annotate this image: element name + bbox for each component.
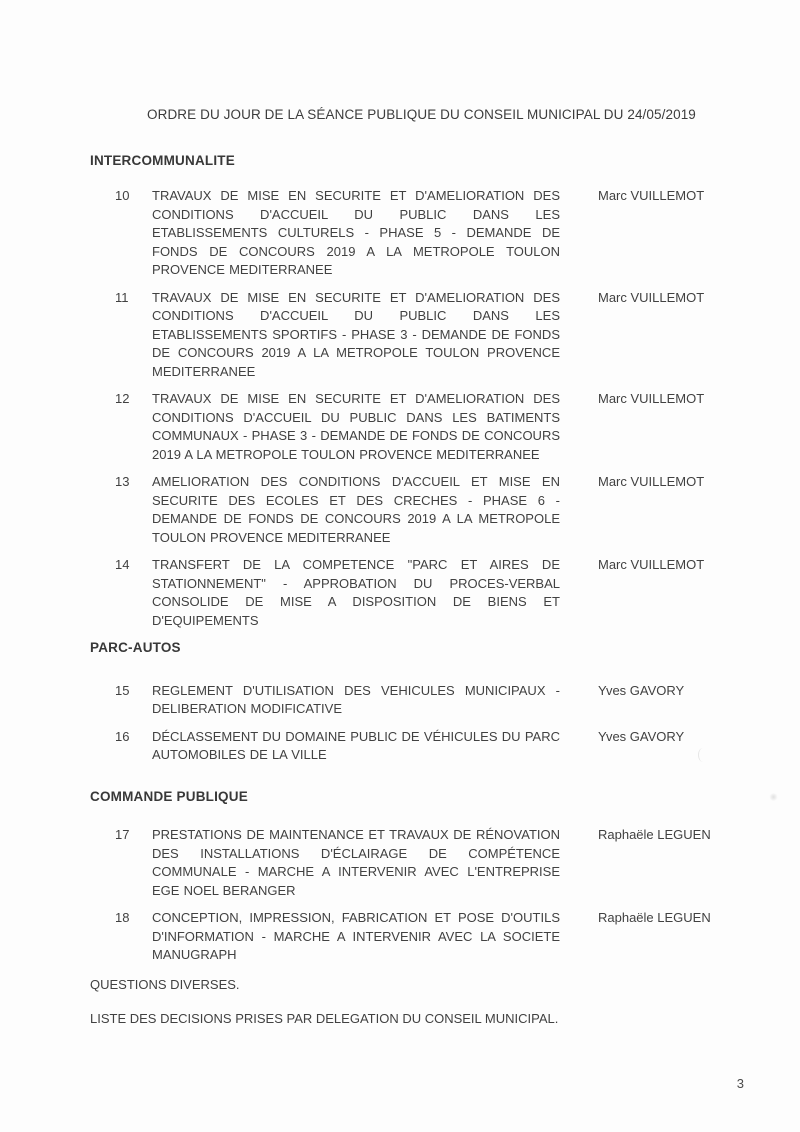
- agenda-item-rapporteur: Marc VUILLEMOT: [598, 391, 705, 406]
- agenda-item-rapporteur: Marc VUILLEMOT: [598, 188, 705, 203]
- agenda-item-title: TRANSFERT DE LA COMPETENCE "PARC ET AIRES DE STATIONNEMENT" - APPROBATION DU PROCES-VERBAL CONSOLIDE DE MISE A DISPOSITION DE BIENS ET D'EQUIPEMENTS: [152, 557, 560, 628]
- footer-liste-decisions: LISTE DES DECISIONS PRISES PAR DELEGATION DU CONSEIL MUNICIPAL.: [90, 1011, 559, 1026]
- agenda-item-number: 11: [115, 289, 129, 305]
- agenda-item-title: CONCEPTION, IMPRESSION, FABRICATION ET POSE D'OUTILS D'INFORMATION - MARCHE A INTERVENIR AVEC LA SOCIETE MANUGRAPH: [152, 910, 560, 962]
- agenda-item-10: [90, 187, 746, 280]
- section-heading: COMMANDE PUBLIQUE: [90, 788, 248, 804]
- agenda-item-18: [90, 909, 746, 965]
- agenda-item-number: 15: [115, 682, 130, 698]
- agenda-item-number: 16: [115, 728, 130, 744]
- section-parc-autos: [90, 639, 746, 765]
- agenda-item-rapporteur: Yves GAVORY: [598, 728, 685, 744]
- agenda-item-title: TRAVAUX DE MISE EN SECURITE ET D'AMELIORATION DES CONDITIONS D'ACCUEIL DU PUBLIC DANS LES ETABLISSEMENTS SPORTIFS - PHASE 3 - DEMANDE DE FONDS DE CONCOURS 2019 A LA METROPOLE TOULON PROVENCE MEDITERRANEE: [152, 289, 560, 379]
- agenda-item-number: 17: [115, 827, 130, 842]
- footer-questions-diverses: QUESTIONS DIVERSES.: [90, 976, 240, 992]
- agenda-item-rapporteur: Marc VUILLEMOT: [598, 474, 705, 489]
- agenda-item-15: [90, 682, 746, 719]
- agenda-item-number: 13: [115, 474, 130, 489]
- agenda-item-rapporteur: Marc VUILLEMOT: [598, 557, 705, 572]
- agenda-item-title: PRESTATIONS DE MAINTENANCE ET TRAVAUX DE RÉNOVATION DES INSTALLATIONS D'ÉCLAIRAGE DE COMPÉTENCE COMMUNALE - MARCHE A INTERVENIR AVEC L'ENTREPRISE EGE NOEL BERANGER: [152, 827, 560, 898]
- agenda-item-13: [90, 473, 746, 547]
- page-title: ORDRE DU JOUR DE LA SÉANCE PUBLIQUE DU CONSEIL MUNICIPAL DU 24/05/2019: [147, 107, 696, 122]
- agenda-item-12: [90, 390, 746, 464]
- agenda-item-number: 12: [115, 391, 130, 406]
- agenda-item-title: TRAVAUX DE MISE EN SECURITE ET D'AMELIORATION DES CONDITIONS D'ACCUEIL DU PUBLIC DANS LES ETABLISSEMENTS CULTURELS - PHASE 5 - DEMANDE DE FONDS DE CONCOURS 2019 A LA METROPOLE TOULON PROVENCE MEDITERRANEE: [152, 188, 560, 277]
- agenda-item-title: AMELIORATION DES CONDITIONS D'ACCUEIL ET MISE EN SECURITE DES ECOLES ET DES CRECHES - PHASE 6 - DEMANDE DE FONDS DE CONCOURS 2019 A LA METROPOLE TOULON PROVENCE MEDITERRANEE: [152, 474, 560, 545]
- section-heading: INTERCOMMUNALITE: [90, 152, 235, 168]
- agenda-item-rapporteur: Yves GAVORY: [598, 682, 685, 698]
- agenda-item-11: [90, 289, 746, 382]
- section-heading: PARC-AUTOS: [90, 640, 181, 655]
- page-number: 3: [736, 1076, 744, 1091]
- agenda-item-rapporteur: Marc VUILLEMOT: [598, 289, 705, 305]
- agenda-item-title: REGLEMENT D'UTILISATION DES VEHICULES MUNICIPAUX - DELIBERATION MODIFICATIVE: [152, 682, 560, 716]
- agenda-item-14: [90, 556, 746, 630]
- agenda-item-rapporteur: Raphaële LEGUEN: [598, 910, 711, 925]
- agenda-item-17: [90, 826, 746, 900]
- agenda-item-title: DÉCLASSEMENT DU DOMAINE PUBLIC DE VÉHICULES DU PARC AUTOMOBILES DE LA VILLE: [152, 728, 560, 762]
- agenda-item-title: TRAVAUX DE MISE EN SECURITE ET D'AMELIORATION DES CONDITIONS D'ACCUEIL DU PUBLIC DANS LES BATIMENTS COMMUNAUX - PHASE 3 - DEMANDE DE FONDS DE CONCOURS 2019 A LA METROPOLE TOULON PROVENCE MEDITERRANEE: [152, 391, 560, 462]
- agenda-item-number: 14: [115, 557, 130, 572]
- agenda-item-rapporteur: Raphaële LEGUEN: [598, 827, 711, 842]
- section-commande-publique: [90, 788, 746, 965]
- section-intercommunalite: [90, 152, 746, 631]
- agenda-item-number: 18: [115, 910, 130, 925]
- agenda-item-16: [90, 728, 746, 765]
- agenda-item-number: 10: [115, 188, 130, 203]
